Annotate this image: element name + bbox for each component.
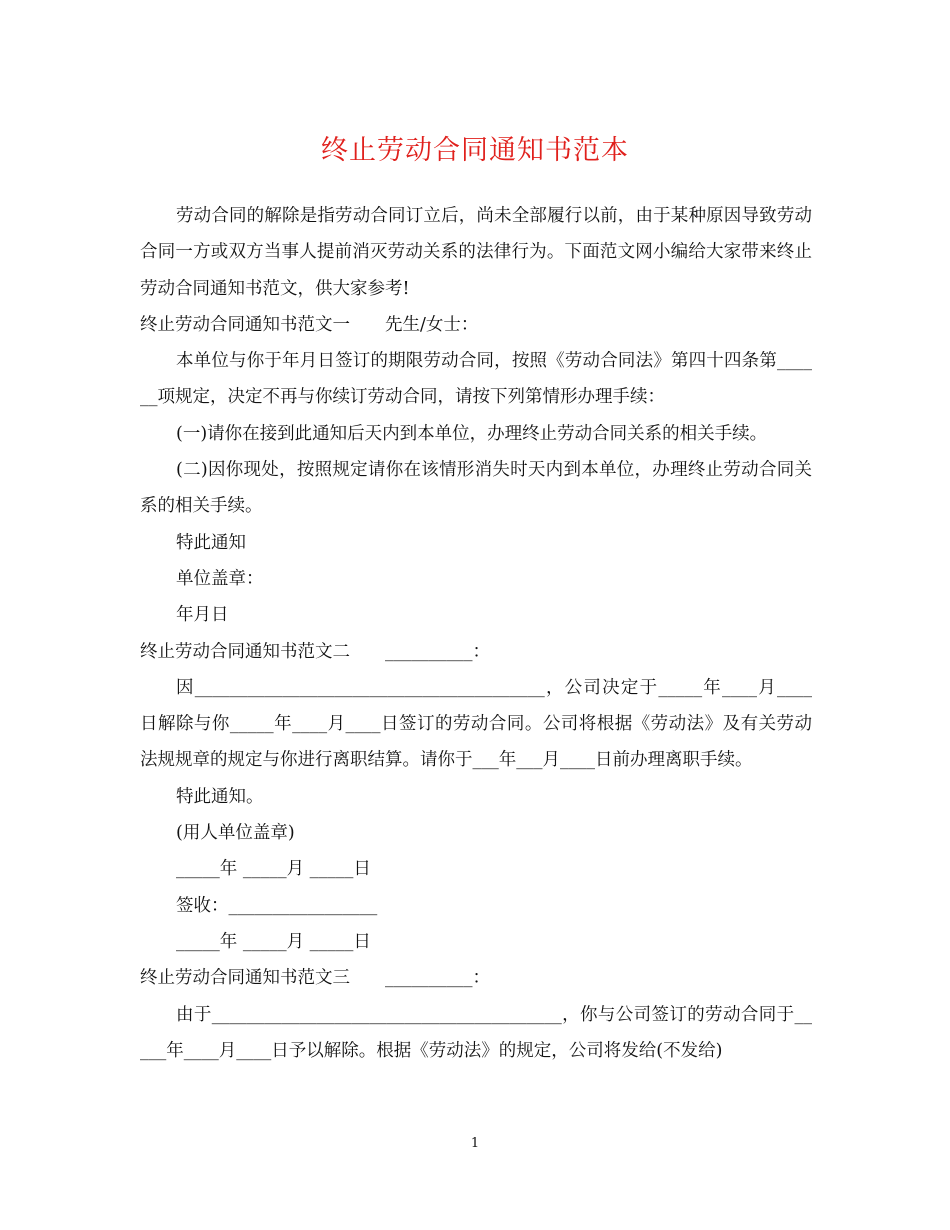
paragraph: _____年 _____月 _____日 [176, 859, 371, 880]
paragraph: _____年 _____月 _____日 [176, 931, 371, 952]
paragraph: (用人单位盖章) [176, 823, 295, 844]
paragraph: (一)请你在接到此通知后天内到本单位，办理终止劳动合同关系的相关手续。 [176, 423, 768, 444]
paragraph: 年月日 [176, 605, 229, 626]
paragraph: 特此通知 [176, 532, 246, 553]
document-title: 终止劳动合同通知书范本 [321, 135, 629, 166]
paragraph: 终止劳动合同通知书范文三 __________： [140, 968, 490, 989]
paragraph: 劳动合同的解除是指劳动合同订立后，尚未全部履行以前，由于某种原因导致劳动合同一方或双方当事人提前消灭劳动关系的法律行为。下面范文网小编给大家带来终止劳动合同通知书范文，供大家参考! [140, 206, 812, 299]
paragraph: 单位盖章： [176, 568, 264, 589]
paragraph: 本单位与你于年月日签订的期限劳动合同，按照《劳动合同法》第四十四条第______项规定，决定不再与你续订劳动合同，请按下列第情形办理手续： [140, 351, 812, 408]
paragraph: 终止劳动合同通知书范文二 __________： [140, 641, 490, 662]
document-body [140, 198, 812, 1069]
paragraph: 终止劳动合同通知书范文一 先生/女士： [140, 314, 479, 335]
page-number: 1 [470, 1136, 480, 1151]
paragraph: (二)因你现处，按照规定请你在该情形消失时天内到本单位，办理终止劳动合同关系的相关手续。 [140, 460, 812, 517]
paragraph: 签收：_________________ [176, 895, 378, 916]
paragraph: 特此通知。 [176, 786, 264, 807]
paragraph: 因________________________________________，公司决定于_____年____月____日解除与你_____年____月____日签订的劳动合同。公司将根据《劳动法》及有关劳动法规规章的规定与你进行离职结算。请你于___年___月____日前办理离职手续。 [140, 677, 812, 771]
paragraph: 由于________________________________________，你与公司签订的劳动合同于_____年____月____日予以解除。根据《劳动法》的规定，公司将发给(不发给) [140, 1004, 812, 1061]
